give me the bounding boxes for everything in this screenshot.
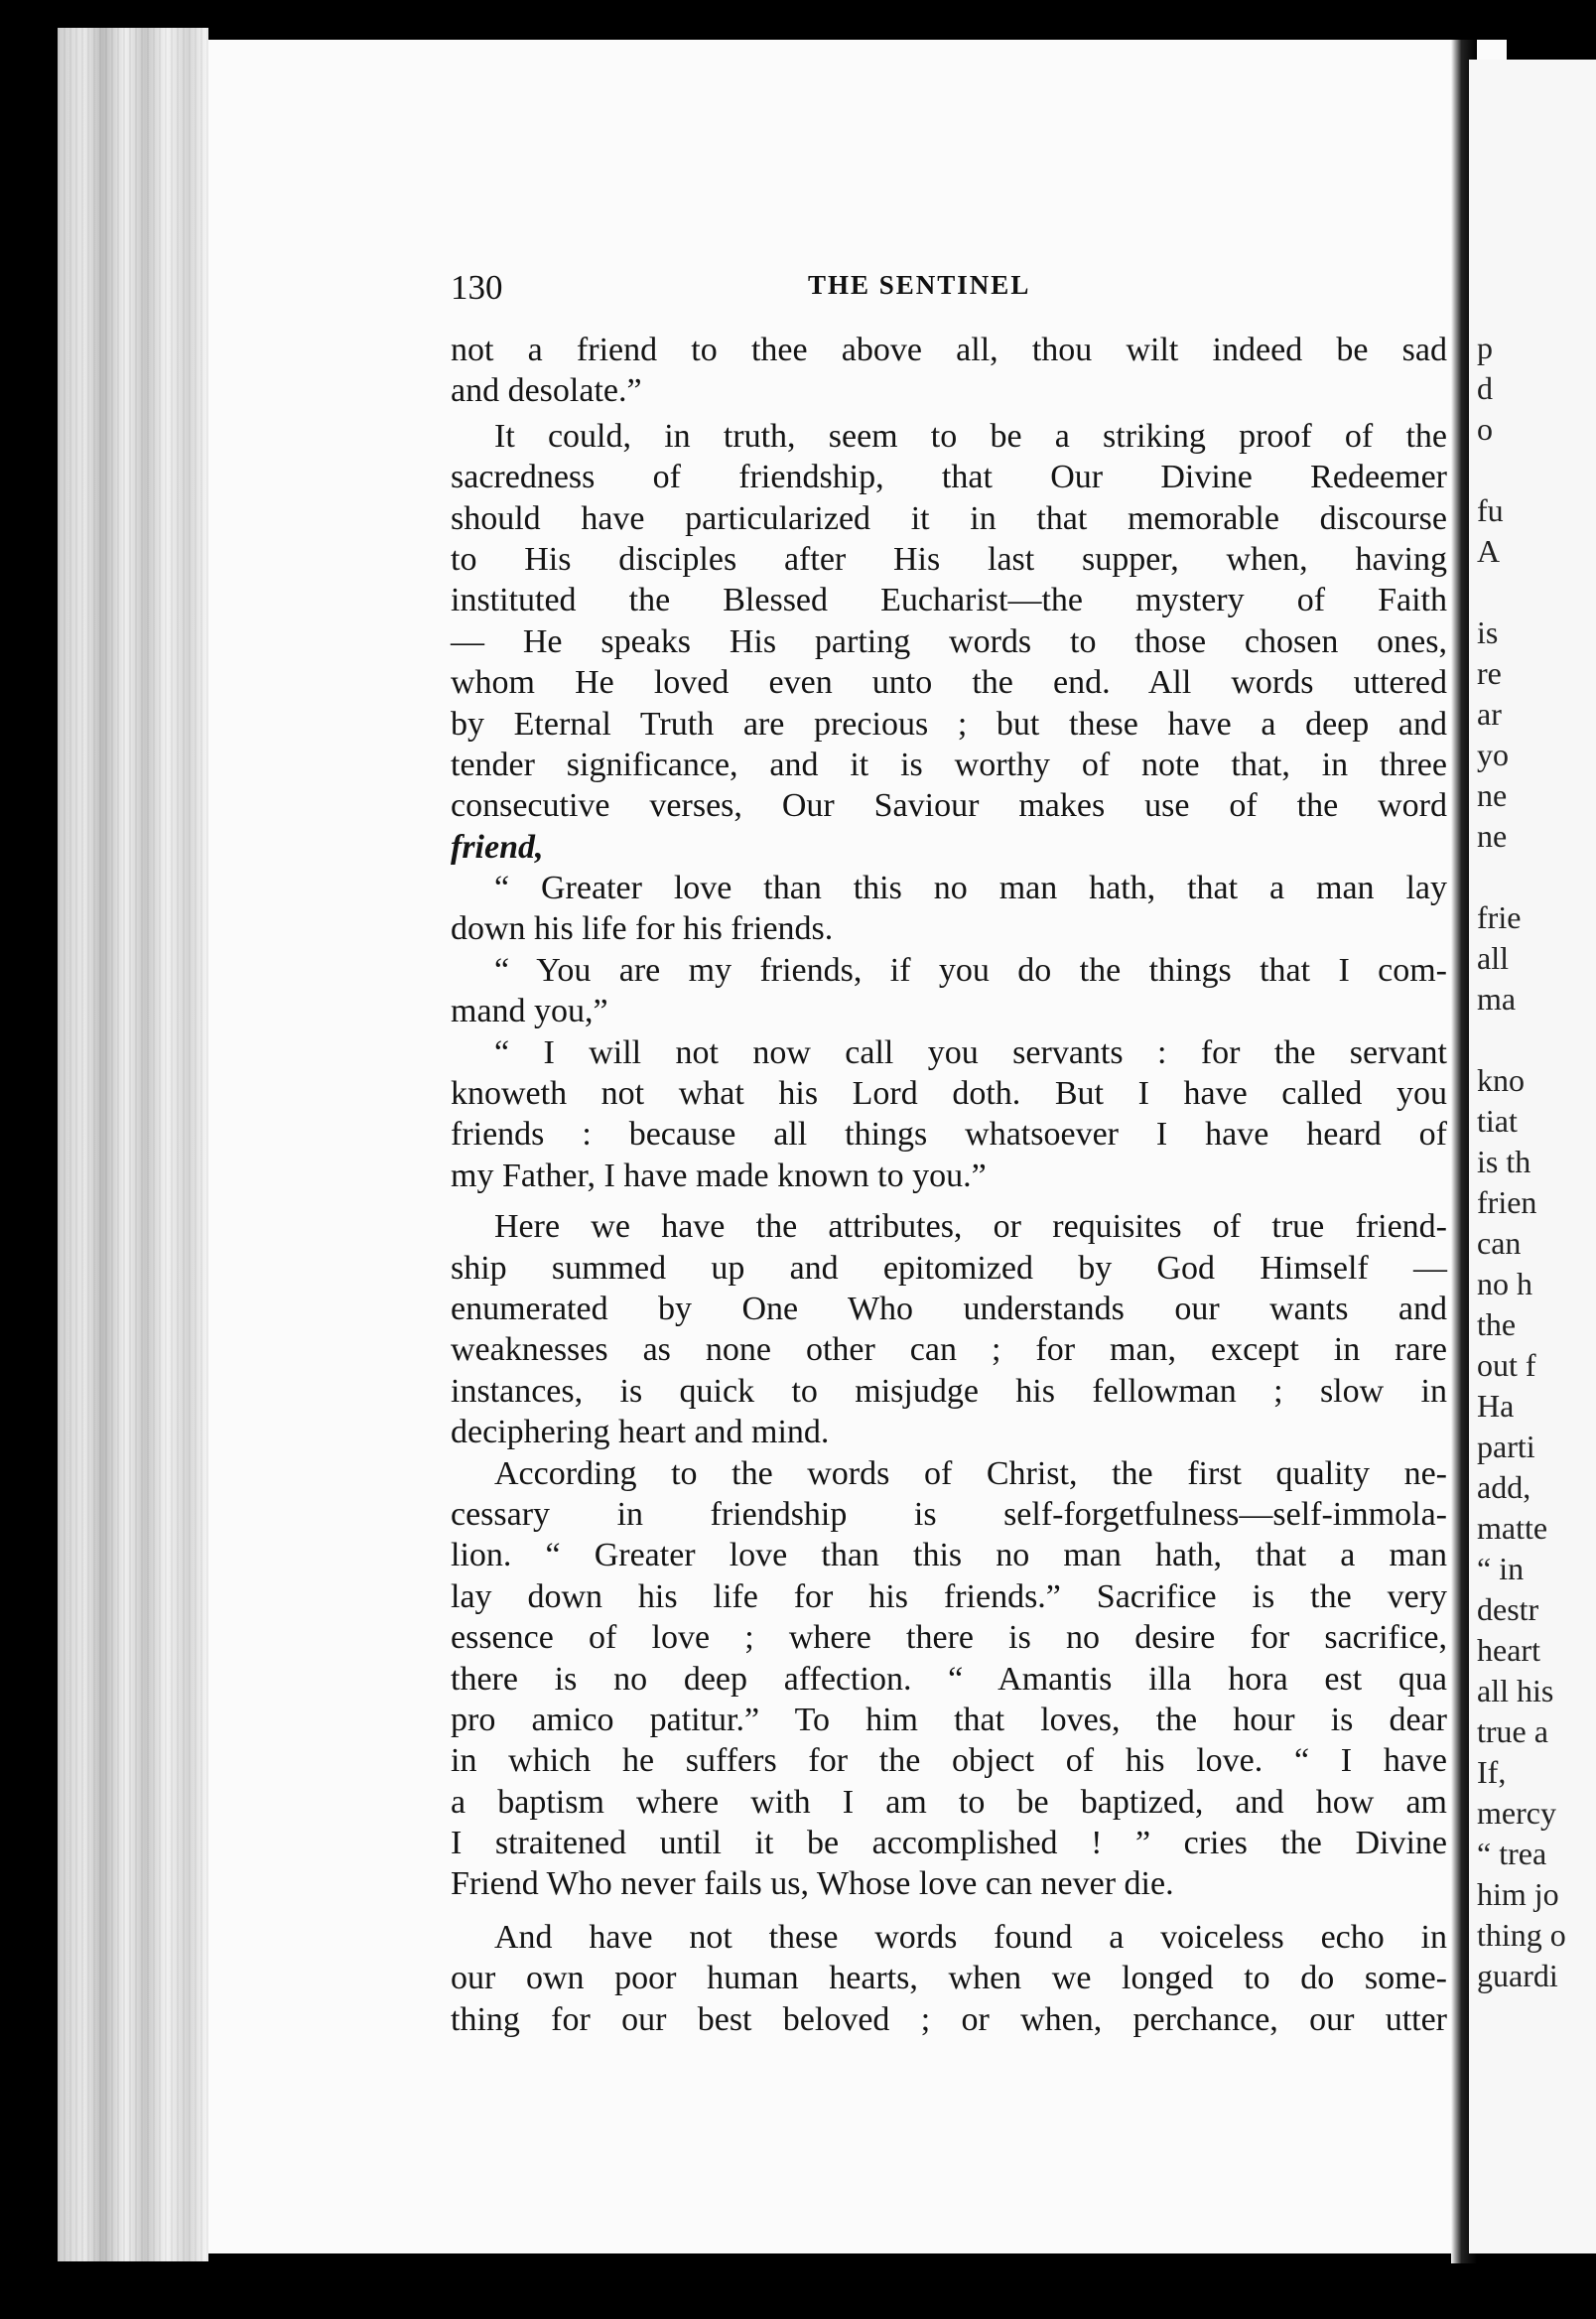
text-line: lion. “ Greater love than this no man hath, that a man <box>451 1537 1447 1574</box>
paragraph <box>451 950 1447 1032</box>
facing-page-line <box>1469 572 1566 613</box>
facing-page-line: no h <box>1477 1266 1532 1301</box>
facing-page-line: is th <box>1477 1144 1531 1179</box>
text-line: ship summed up and epitomized by God Himself — <box>451 1249 1447 1287</box>
text-line: weaknesses as none other can ; for man, except in rare <box>451 1331 1447 1369</box>
facing-page-line: kno <box>1477 1062 1525 1098</box>
text-line: to His disciples after His last supper, when, having <box>451 540 1447 578</box>
text-line: Here we have the attributes, or requisites of true friend- <box>494 1208 1447 1246</box>
text-line: consecutive verses, Our Saviour makes use of the word <box>451 787 1447 825</box>
text-line: Friend Who never fails us, Whose love can never die. <box>451 1865 1174 1903</box>
facing-page-line: d <box>1477 370 1493 406</box>
facing-page-line: yo <box>1477 737 1509 772</box>
body-text <box>451 330 1447 2040</box>
facing-page-line: Ha <box>1477 1388 1515 1424</box>
facing-page-line: heart <box>1477 1632 1540 1668</box>
facing-page-line: all <box>1477 940 1509 976</box>
facing-page-line: matte <box>1477 1510 1548 1546</box>
facing-page-line: o <box>1477 411 1493 447</box>
facing-page-line: ma <box>1477 981 1517 1017</box>
text-line: “ You are my friends, if you do the things that I com- <box>494 951 1447 989</box>
text-line: essence of love ; where there is no desire for sacrifice, <box>451 1619 1447 1657</box>
facing-page-line: can <box>1477 1225 1522 1261</box>
facing-page-line <box>1469 1020 1566 1060</box>
facing-page-line: If, <box>1477 1754 1507 1790</box>
facing-page-line: frien <box>1477 1184 1537 1220</box>
facing-page-line: all his <box>1477 1673 1554 1708</box>
facing-page-line: frie <box>1477 899 1522 935</box>
text-line: According to the words of Christ, the first quality ne- <box>494 1454 1447 1492</box>
facing-page-line: guardi <box>1477 1958 1558 1993</box>
facing-page-line: p <box>1477 330 1493 365</box>
text-line: knoweth not what his Lord doth. But I have called you <box>451 1075 1447 1113</box>
facing-page-line: ne <box>1477 818 1508 854</box>
text-line: pro amico patitur.” To him that loves, the hour is dear <box>451 1701 1447 1738</box>
paragraph <box>451 416 1447 868</box>
text-line: thing for our best beloved ; or when, perchance, our utter <box>451 2000 1447 2038</box>
facing-page-line: A <box>1477 533 1501 569</box>
text-line: by Eternal Truth are precious ; but these have a deep and <box>451 705 1447 743</box>
text-line: should have particularized it in that memorable discourse <box>451 499 1447 537</box>
facing-page-line: ne <box>1477 777 1508 813</box>
text-line: I straitened until it be accomplished ! ” cries the Divine <box>451 1825 1447 1862</box>
text-line: my Father, I have made known to you.” <box>451 1157 987 1194</box>
text-line: not a friend to thee above all, thou wilt indeed be sad <box>451 332 1447 368</box>
paragraph <box>451 1453 1447 1905</box>
facing-page-line: fu <box>1477 492 1504 528</box>
text-line: enumerated by One Who understands our wants and <box>451 1290 1447 1327</box>
page-edge-stack <box>58 28 208 2261</box>
paragraph <box>451 1206 1447 1452</box>
facing-page-line: him jo <box>1477 1876 1559 1912</box>
facing-page-line: tiat <box>1477 1103 1518 1139</box>
text-line: there is no deep affection. “ Amantis illa hora est qua <box>451 1660 1447 1698</box>
facing-page-line: parti <box>1477 1429 1535 1464</box>
text-line: a baptism where with I am to be baptized, and how am <box>451 1783 1447 1821</box>
paragraph <box>451 330 1447 412</box>
text-line: friends : because all things whatsoever I have heard of <box>451 1116 1447 1154</box>
text-line: sacredness of friendship, that Our Divine Redeemer <box>451 459 1447 496</box>
text-line: “ I will not now call you servants : for the servant <box>494 1033 1447 1071</box>
text-line: our own poor human hearts, when we longed to do some- <box>451 1960 1447 1997</box>
paragraph <box>451 1032 1447 1197</box>
text-line: whom He loved even unto the end. All words uttered <box>451 664 1447 702</box>
text-line: — He speaks His parting words to those chosen ones, <box>451 622 1447 660</box>
text-line: mand you,” <box>451 993 608 1030</box>
paragraph <box>451 868 1447 950</box>
text-line: It could, in truth, seem to be a striking proof of the <box>494 417 1447 455</box>
facing-page <box>1469 60 1596 2253</box>
facing-page-line <box>1469 857 1566 897</box>
facing-page-line: mercy <box>1477 1795 1556 1831</box>
paragraph <box>451 1917 1447 2040</box>
text-line: friend, <box>451 828 544 866</box>
facing-page-line: “ in <box>1477 1551 1525 1586</box>
text-line: in which he suffers for the object of his love. “ I have <box>451 1742 1447 1780</box>
facing-page-line: destr <box>1477 1591 1539 1627</box>
text-line: And have not these words found a voiceless echo in <box>494 1918 1447 1956</box>
text-line: deciphering heart and mind. <box>451 1414 830 1451</box>
facing-page-line <box>1469 450 1566 490</box>
page-header <box>451 268 1443 308</box>
facing-page-line: the <box>1477 1306 1517 1342</box>
facing-page-line: thing o <box>1477 1917 1566 1953</box>
text-line: instances, is quick to misjudge his fellowman ; slow in <box>451 1372 1447 1410</box>
text-line: tender significance, and it is worthy of note that, in three <box>451 746 1447 783</box>
facing-page-line: is <box>1477 614 1499 650</box>
text-line: cessary in friendship is self-forgetfulness—self-immola- <box>451 1495 1447 1533</box>
text-line: “ Greater love than this no man hath, that a man lay <box>494 870 1447 907</box>
page-number: 130 <box>451 268 503 307</box>
facing-page-line: re <box>1477 655 1502 691</box>
facing-page-line: add, <box>1477 1469 1531 1505</box>
facing-page-line: true a <box>1477 1713 1548 1749</box>
facing-page-line: out f <box>1477 1347 1536 1383</box>
facing-page-line: “ trea <box>1477 1836 1547 1871</box>
text-line: and desolate.” <box>451 372 642 410</box>
running-title: THE SENTINEL <box>808 270 1031 300</box>
text-line: instituted the Blessed Eucharist—the mystery of Faith <box>451 582 1447 619</box>
text-line: lay down his life for his friends.” Sacrifice is the very <box>451 1577 1447 1615</box>
facing-page-text <box>1469 328 1566 1996</box>
text-line: down his life for his friends. <box>451 910 834 948</box>
facing-page-line: ar <box>1477 696 1502 732</box>
